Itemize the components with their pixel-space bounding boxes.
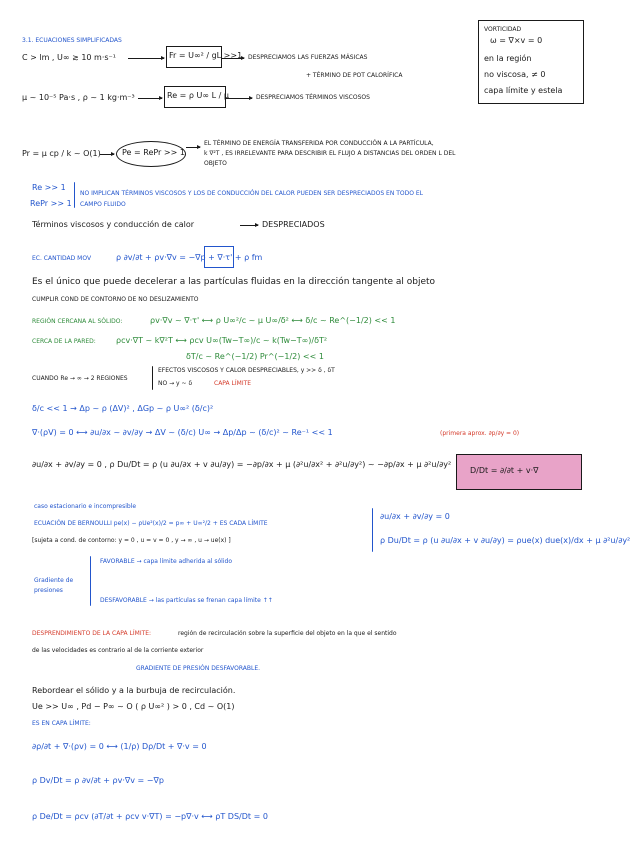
boundary-conditions: [sujeta a cond. de contorno: y = 0 , u = v = 0 , y → ∞ , u → ue(x) ]	[32, 537, 231, 544]
bl-momentum-eq: ρ Du/Dt = ρ (u ∂u/∂x + v ∂u/∂y) = ρue(x) due(x)/dx + μ ∂²u/∂y²	[380, 536, 630, 545]
vorticity-eq: ω = ∇×v = 0	[490, 36, 543, 45]
prandtl-eq: Pr = μ cp / k ~ O(1)	[22, 149, 101, 158]
region-inner: NO → y ~ δ	[158, 380, 193, 387]
arrow-icon	[100, 154, 114, 155]
no-slip-text: CUMPLIR COND DE CONTORNO DE NO DESLIZAMIENTO	[32, 296, 199, 303]
momentum-label: EC. CANTIDAD MOV	[32, 255, 92, 262]
vorticity-title: VORTICIDAD	[484, 26, 522, 33]
arrow-icon	[222, 58, 244, 59]
despreciados: DESPRECIADOS	[262, 220, 325, 229]
first-approx-note: (primera aprox. ∂p/∂y = 0)	[440, 430, 520, 437]
bl-equations: ∂u/∂x + ∂v/∂y = 0 , ρ Du/Dt = ρ (u ∂u/∂x + v ∂u/∂y) = −∂p/∂x + μ (∂²u/∂x² + ∂²u/∂y²) ~ −∂p/∂x + μ ∂²u/∂y²	[32, 460, 452, 469]
bl-continuity-eq: ∂u/∂x + ∂v/∂y = 0	[380, 512, 450, 521]
viscous-terms-note: DESPRECIAMOS TÉRMINOS VISCOSOS	[256, 94, 370, 101]
vorticity-line: capa límite y estela	[484, 86, 563, 95]
detachment-text: de las velocidades es contrario al de la corriente exterior	[32, 647, 204, 654]
rerepr-text: CAMPO FLUIDO	[80, 201, 126, 208]
section-title: 3.1. ECUACIONES SIMPLIFICADAS	[22, 37, 122, 44]
peclet-text: k ∇²T , ES IRRELEVANTE PARA DESCRIBIR EL FLUJO A DISTANCIAS DEL ORDEN L DEL	[204, 150, 456, 157]
bernoulli-eq: ECUACIÓN DE BERNOULLI pe(x) − ρUe²(x)/2 = p∞ + U∞²/2 + ES CADA LÍMITE	[34, 520, 268, 527]
reynolds-box: Re = ρ U∞ L / μ	[167, 91, 229, 100]
near-wall-label: CERCA DE LA PARED:	[32, 338, 96, 345]
euler-momentum: ρ Dv/Dt = ρ ∂v/∂t + ρv·∇v = −∇p	[32, 776, 164, 785]
detachment-title: DESPRENDIMIENTO DE LA CAPA LÍMITE:	[32, 630, 152, 637]
repr-condition: RePr >> 1	[30, 199, 72, 208]
peclet-ellipse: Pe = RePr >> 1	[122, 148, 185, 157]
momentum-text: Es el único que puede decelerar a las partículas fluidas en la dirección tangente al objeto	[32, 277, 436, 287]
rebordear-text: Rebordear el sólido y a la burbuja de recirculación.	[32, 686, 236, 695]
adverse-gradient-title: GRADIENTE DE PRESIÓN DESFAVORABLE.	[136, 665, 261, 672]
capa-limite-label: CAPA LÍMITE	[214, 380, 252, 387]
outside-bl-title: ES EN CAPA LÍMITE:	[32, 720, 91, 727]
peclet-text: OBJETO	[204, 160, 227, 167]
froude-conditions: C > lm , U∞ ≳ 10 m·s⁻¹	[22, 53, 116, 62]
pressure-gradient-label: Gradiente de	[34, 577, 74, 584]
mass-forces-note: DESPRECIAMOS LAS FUERZAS MÁSICAS	[248, 54, 368, 61]
steady-case: caso estacionario e incompresible	[34, 503, 137, 510]
arrow-icon	[240, 225, 258, 226]
viscosity-conditions: μ ~ 10⁻⁵ Pa·s , ρ ~ 1 kg·m⁻³	[22, 93, 135, 102]
momentum-eq: ρ ∂v/∂t + ρv·∇v = −∇p + ∇·τ' + ρ fm	[116, 253, 263, 262]
vorticity-line: en la región	[484, 54, 532, 63]
arrow-icon	[128, 58, 164, 59]
two-regions: CUANDO Re → ∞ → 2 REGIONES	[32, 375, 128, 382]
arrow-icon	[226, 98, 252, 99]
near-wall-eq2: δT/c ~ Re^(−1/2) Pr^(−1/2) << 1	[186, 352, 324, 361]
peclet-text: EL TÉRMINO DE ENERGÍA TRANSFERIDA POR CONDUCCIÓN A LA PARTÍCULA,	[204, 140, 434, 147]
material-derivative: D/Dt = ∂/∂t + v·∇	[470, 466, 539, 475]
region-outer: EFECTOS VISCOSOS Y CALOR DESPRECIABLES, y >> δ , δT	[158, 367, 335, 374]
rerepr-text: NO IMPLICAN TÉRMINOS VISCOSOS Y LOS DE CONDUCCIÓN DEL CALOR PUEDEN SER DESPRECIADOS EN TODO EL	[80, 190, 424, 197]
froude-box: Fr = U∞² / gL >>1	[169, 51, 243, 60]
euler-continuity: ∂ρ/∂t + ∇·(ρv) = 0 ⟷ (1/ρ) Dρ/Dt + ∇·v = 0	[32, 742, 207, 751]
vorticity-line: no viscosa, ≠ 0	[484, 70, 546, 79]
detachment-text: región de recirculación sobre la superficie del objeto en la que el sentido	[178, 630, 397, 637]
arrow-icon	[186, 147, 200, 148]
near-solid-label: REGIÓN CERCANA AL SÓLIDO:	[32, 318, 123, 325]
viscous-conduction: Términos viscosos y conducción de calor	[32, 220, 195, 229]
bl-estimate: δ/c << 1 → Δp ~ ρ (ΔV)² , ΔGp ~ ρ U∞² (δ/c)²	[32, 404, 214, 413]
pressure-gradient-label: presiones	[34, 587, 63, 594]
euler-energy: ρ De/Dt = ρcv (∂T/∂t + ρcv v·∇T) = −p∇·v ⟷ ρT DS/Dt = 0	[32, 812, 268, 821]
adverse-gradient: DESFAVORABLE → las partículas se frenan capa límite ↑↑	[100, 597, 273, 604]
heat-power-note: + TÉRMINO DE POT CALORÍFICA	[306, 72, 403, 79]
arrow-icon	[138, 98, 162, 99]
near-wall-eq: ρcv·∇T ~ k∇²T ⟷ ρcv U∞(Tw−T∞)/c ~ k(Tw−T∞)/δT²	[116, 336, 328, 345]
near-solid-eq: ρv·∇v ~ ∇·τ' ⟷ ρ U∞²/c ~ μ U∞/δ² ⟷ δ/c ~ Re^(−1/2) << 1	[150, 316, 396, 325]
bl-continuity: ∇·(ρV) = 0 ⟷ ∂u/∂x ~ ∂v/∂y → ΔV ~ (δ/c) U∞ → Δp/Δp ~ (δ/c)² ~ Re⁻¹ << 1	[32, 428, 333, 437]
re-condition: Re >> 1	[32, 183, 66, 192]
drag-estimate: Ue >> U∞ , Pd − P∞ ~ O ( ρ U∞² ) > 0 , Cd ~ O(1)	[32, 702, 235, 711]
favorable-gradient: FAVORABLE → capa límite adherida al sólido	[100, 558, 232, 565]
